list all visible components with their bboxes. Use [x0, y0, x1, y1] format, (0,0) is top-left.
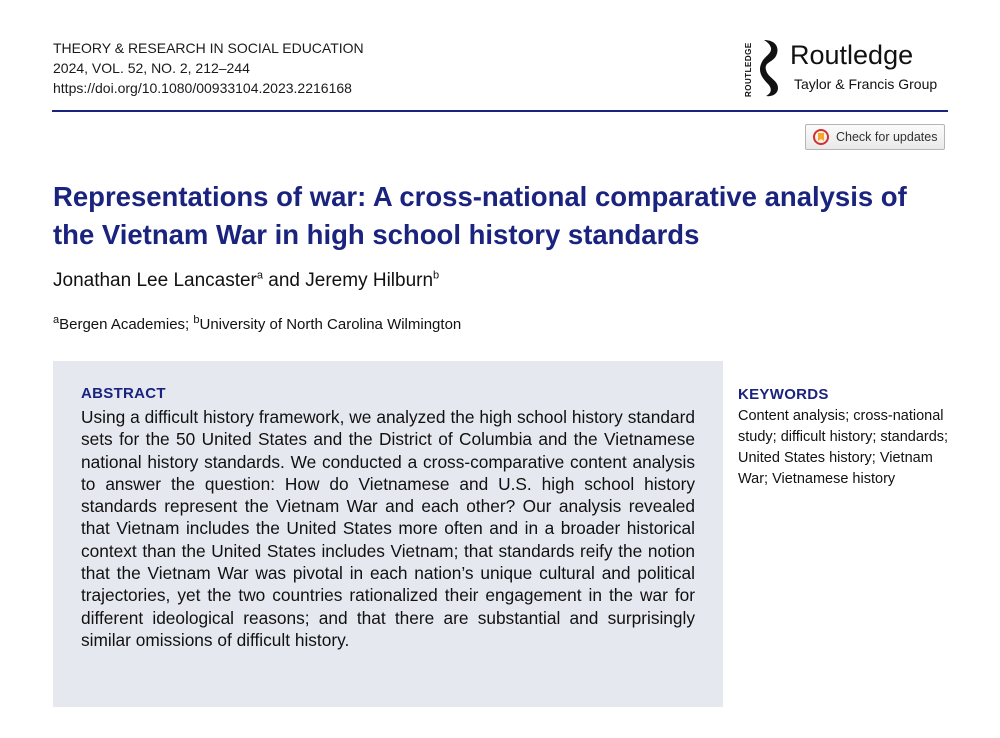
author-name[interactable]: Jonathan Lee Lancaster	[53, 270, 257, 291]
keywords-heading: KEYWORDS	[738, 386, 829, 403]
journal-volume: 2024, VOL. 52, NO. 2, 212–244	[53, 60, 250, 76]
publisher-logo	[744, 38, 954, 100]
header-divider	[52, 110, 948, 112]
journal-name: THEORY & RESEARCH IN SOCIAL EDUCATION	[53, 40, 364, 56]
author-connector: and	[268, 270, 300, 291]
author-affiliation-marker: b	[433, 269, 440, 282]
abstract-text: Using a difficult history framework, we analyzed the high school history standard sets for the 50 United States and the District of Columbia and the Vietnamese national history standards. We conducted a cross-comparative content analysis to answer the question: How do Vietnamese and U.S. high school history standards represent the Vietnam War and each other? Our analysis revealed that Vietnam includes the United States more often and in a broader historical context than the United States includes Vietnam; that standards reify the notion that the Vietnam War was pivotal in each nation’s unique cultural and political trajectories, yet the two countries rationalized their engagement in the war for different ideological reasons; and that there are substantial and surprisingly similar omissions of difficult history.	[81, 407, 695, 650]
affiliation-name: Bergen Academies;	[59, 316, 190, 333]
publisher-vertical-text: ROUTLEDGE	[744, 42, 753, 98]
publisher-name: Routledge	[790, 40, 914, 70]
check-for-updates-button[interactable]	[805, 124, 945, 150]
check-for-updates-label: Check for updates	[836, 130, 938, 144]
publisher-group: Taylor & Francis Group	[794, 76, 938, 92]
keywords-list: Content analysis; cross-national study; difficult history; standards; United States history; Vietnam War; Vietnamese history	[738, 408, 949, 487]
routledge-logo-icon	[756, 38, 788, 98]
update-badge-icon	[813, 129, 829, 145]
author-affiliation-marker: a	[256, 269, 264, 282]
author-name[interactable]: Jeremy Hilburn	[305, 270, 434, 291]
abstract-heading: ABSTRACT	[81, 385, 166, 402]
journal-doi-link[interactable]: https://doi.org/10.1080/00933104.2023.2216168	[53, 80, 352, 96]
author-list	[53, 270, 439, 292]
journal-info	[53, 38, 364, 98]
affiliation-marker: b	[193, 314, 200, 326]
article-title: Representations of war: A cross-national comparative analysis of the Vietnam War in high school history standards	[53, 181, 907, 250]
abstract-panel	[53, 361, 723, 707]
affiliations	[53, 316, 461, 333]
affiliation-marker: a	[53, 314, 60, 326]
affiliation-name: University of North Carolina Wilmington	[199, 316, 462, 333]
